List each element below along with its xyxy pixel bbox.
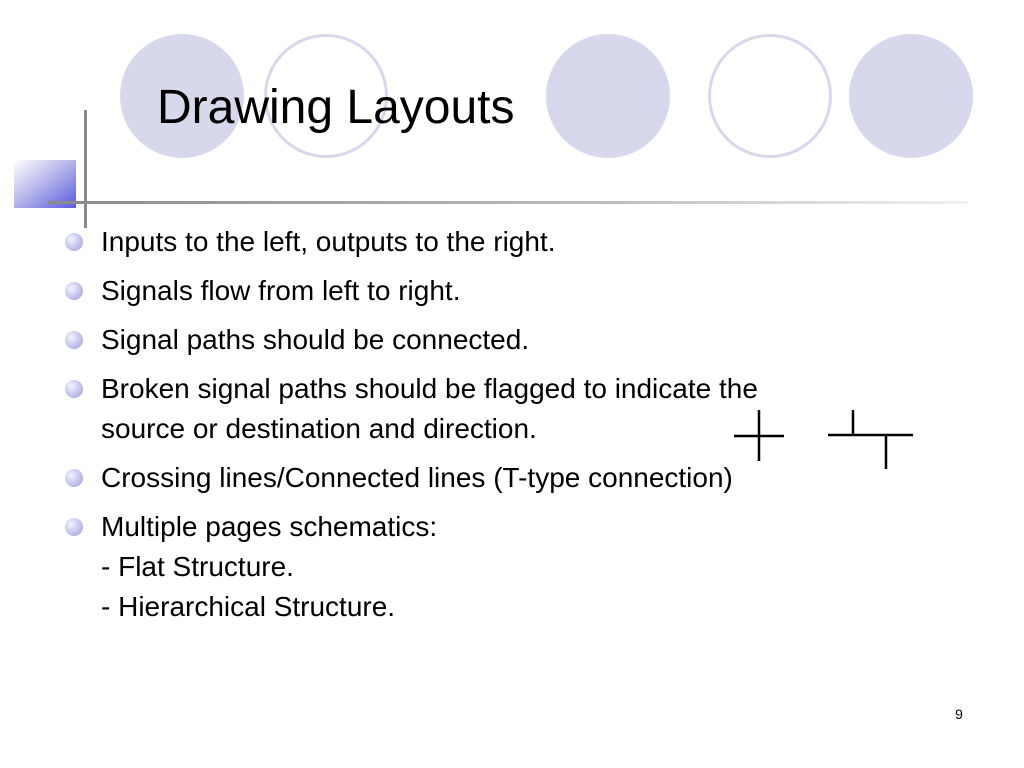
- bullet-subtext: - Flat Structure.: [101, 551, 294, 582]
- decorative-circle-outline: [708, 34, 832, 158]
- decorative-circle-filled: [546, 34, 670, 158]
- bullet-item: [64, 320, 944, 360]
- horizontal-divider: [48, 201, 968, 204]
- vertical-divider: [84, 110, 87, 228]
- bullet-text: source or destination and direction.: [101, 413, 537, 444]
- bullet-item: [64, 222, 944, 262]
- bullet-text: Signal paths should be connected.: [101, 324, 530, 355]
- slide-title: Drawing Layouts: [157, 81, 515, 134]
- decorative-circle-filled: [849, 34, 973, 158]
- bullet-text: Signals flow from left to right.: [101, 275, 461, 306]
- bullet-text: Crossing lines/Connected lines (T-type connection): [101, 462, 733, 493]
- bullet-icon: [65, 380, 83, 398]
- bullet-text: Broken signal paths should be flagged to indicate the: [101, 373, 758, 404]
- bullet-icon: [65, 469, 83, 487]
- bullet-icon: [65, 518, 83, 536]
- bullet-text: Multiple pages schematics:: [101, 511, 438, 542]
- bullet-item: [64, 271, 944, 311]
- t-type-connection-icon: [828, 410, 913, 469]
- crossing-lines-icon: [734, 410, 784, 461]
- bullet-icon: [65, 233, 83, 251]
- bullet-item: [64, 507, 944, 627]
- bullet-icon: [65, 331, 83, 349]
- bullet-icon: [65, 282, 83, 300]
- bullet-text: Inputs to the left, outputs to the right.: [101, 226, 556, 257]
- connection-symbols: [728, 405, 918, 475]
- page-number: 9: [955, 706, 963, 722]
- bullet-subtext: - Hierarchical Structure.: [101, 591, 396, 622]
